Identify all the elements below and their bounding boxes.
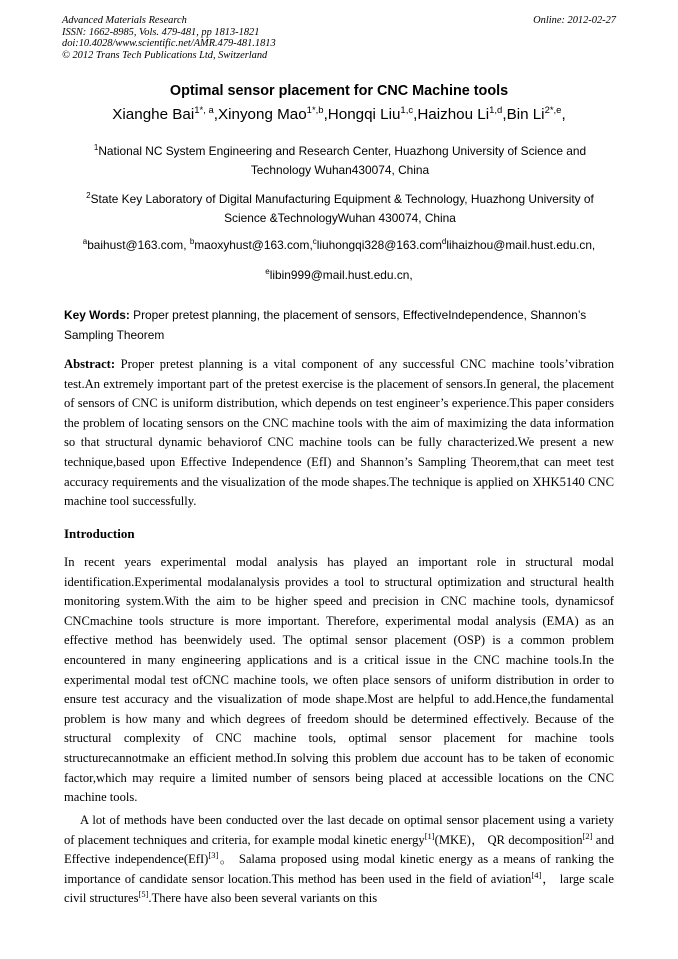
doi-line: doi:10.4028/www.scientific.net/AMR.479-481.1813 bbox=[62, 38, 276, 50]
author-affiliation-mark: 1,d bbox=[489, 105, 503, 116]
keywords bbox=[64, 306, 616, 345]
paragraph-text: ， large scale civil structures bbox=[64, 871, 614, 906]
email-mark: e bbox=[265, 267, 270, 276]
citation-ref[interactable]: [1] bbox=[424, 830, 435, 841]
citation-ref[interactable]: [3] bbox=[208, 850, 219, 860]
abstract-text: Proper pretest planning is a vital component of any successful CNC machine tools’vibration test.An extremely important part of the pretest exercise is the placement of sensors.In general, the placement of sensors of CNC is uniform distribution, which depends on test engineer’s experience.This paper considers the problem of locating sensors on the CNC machine tools with the aim of maximizing the data information so that structural dynamic behaviorof CNC machine tools can be fully characterized.We present a new technique,based upon Effective Independence (EfI) and Shannon’s Sampling Theorem,that can meet test accuracy requirements and the visualization of the mode shapes.The technique is applied on XHK5140 CNC machine tool successfully. bbox=[64, 357, 614, 509]
paragraph-text: In recent years experimental modal analysis has played an important role in structural modal identification.Experimental modalanalysis provides a tool to structural optimization and structural health monitoring system.With the aim to be higher speed and precision in CNC machine tools, dynamicsof CNCmachine tools structure is more important. Therefore, experimental modal analysis (EMA) as an effective method has beenwidely used. The optimal sensor placement (OSP) is a common problem encountered in many engineering applications and is a critical issue in the CNC machine tools.In the experimental modal test ofCNC machine tools, we often place sensors of uniform distribution in order to ensure test accuracy and the visualization of mode shape.Most are helpful to add.Hence,the fundamental problem is how many and which degrees of freedom should be determined effectively. Because of the structural complexity of CNC machine tools, optimal sensor placement for machine tools structurecannotmake an efficient method.In solving this problem due account has to be taken of economic factor,which may require a limited number of sensors being placed at accessible locations on the CNC machine tools. bbox=[64, 555, 614, 805]
citation-ref[interactable]: [2] bbox=[582, 830, 593, 841]
paragraph-text: (MKE)， QR decomposition bbox=[434, 832, 583, 847]
author-affiliation-mark: 2*,e bbox=[544, 105, 562, 116]
abstract-label: Abstract: bbox=[64, 357, 116, 371]
abstract bbox=[64, 355, 614, 512]
affiliation-mark: 2 bbox=[86, 191, 91, 200]
paragraph-text: .There have also been several variants on this bbox=[148, 891, 378, 906]
author-affiliation-mark: 1,c bbox=[400, 105, 414, 116]
paragraph-text: A lot of methods have been conducted over the last decade on optimal sensor placement using a variety of placement techniques and criteria, for example modal kinetic energy bbox=[64, 813, 614, 847]
email-link[interactable]: libin999@mail.hust.edu.cn, bbox=[269, 267, 413, 282]
paragraph-text: and Effective independence(EfI) bbox=[64, 832, 614, 867]
section-heading-introduction: Introduction bbox=[64, 526, 135, 541]
affiliation-text: State Key Laboratory of Digital Manufacturing Equipment & Technology, Huazhong University of Science &TechnologyWuhan 430074, China bbox=[90, 191, 594, 226]
author-separator: , bbox=[323, 106, 328, 124]
introduction-paragraph-2 bbox=[64, 811, 614, 909]
citation-ref[interactable]: [5] bbox=[138, 889, 149, 900]
author-name: Hongqi Liu bbox=[327, 106, 401, 124]
journal-name: Advanced Materials Research bbox=[62, 15, 187, 26]
author-list bbox=[0, 105, 678, 123]
citation-ref[interactable]: [4] bbox=[531, 869, 542, 880]
author-affiliation-mark: 1*,b bbox=[306, 105, 324, 116]
copyright-line: © 2012 Trans Tech Publications Ltd, Switzerland bbox=[62, 49, 268, 61]
email-mark: b bbox=[189, 237, 195, 246]
journal-header bbox=[62, 15, 616, 61]
author-separator: , bbox=[413, 106, 418, 124]
paragraph-text: 。 Salama proposed using modal kinetic energy as a means of ranking the importance of candidate sensor location.This method has been used in the field of aviation bbox=[64, 852, 614, 886]
author-name: Xianghe Bai bbox=[112, 106, 195, 124]
affiliation-mark: 1 bbox=[93, 143, 99, 152]
email-link[interactable]: baihust@163.com, bbox=[87, 237, 190, 252]
email-link[interactable]: maoxyhust@163.com, bbox=[194, 237, 313, 252]
issn-line: ISSN: 1662-8985, Vols. 479-481, pp 1813-1821 bbox=[62, 26, 260, 38]
email-link[interactable]: lihaizhou@mail.hust.edu.cn, bbox=[446, 237, 596, 252]
keywords-label: Key Words: bbox=[64, 308, 130, 322]
author-separator: , bbox=[561, 106, 566, 124]
email-mark: c bbox=[312, 237, 317, 246]
affiliation-text: National NC System Engineering and Research Center, Huazhong University of Science and Technology Wuhan430074, China bbox=[98, 143, 587, 178]
email-mark: d bbox=[441, 237, 447, 246]
paper-title: Optimal sensor placement for CNC Machine tools bbox=[169, 83, 509, 99]
introduction-paragraph-1 bbox=[64, 553, 614, 808]
affiliation-2 bbox=[64, 186, 616, 229]
online-date: Online: 2012-02-27 bbox=[533, 15, 616, 26]
affiliation-1 bbox=[64, 138, 616, 181]
email-line-2 bbox=[0, 267, 678, 282]
email-mark: a bbox=[82, 237, 88, 246]
author-name: Bin Li bbox=[506, 106, 545, 124]
keywords-text: Proper pretest planning, the placement of sensors, EffectiveIndependence, Shannon’s Sampling Theorem bbox=[64, 308, 587, 342]
author-name: Xinyong Mao bbox=[218, 106, 307, 124]
author-separator: , bbox=[213, 106, 218, 124]
author-separator: , bbox=[502, 106, 507, 124]
email-line-1 bbox=[0, 237, 678, 252]
email-link[interactable]: liuhongqi328@163.com bbox=[316, 237, 442, 252]
author-name: Haizhou Li bbox=[417, 106, 490, 124]
author-affiliation-mark: 1*, a bbox=[194, 105, 214, 116]
